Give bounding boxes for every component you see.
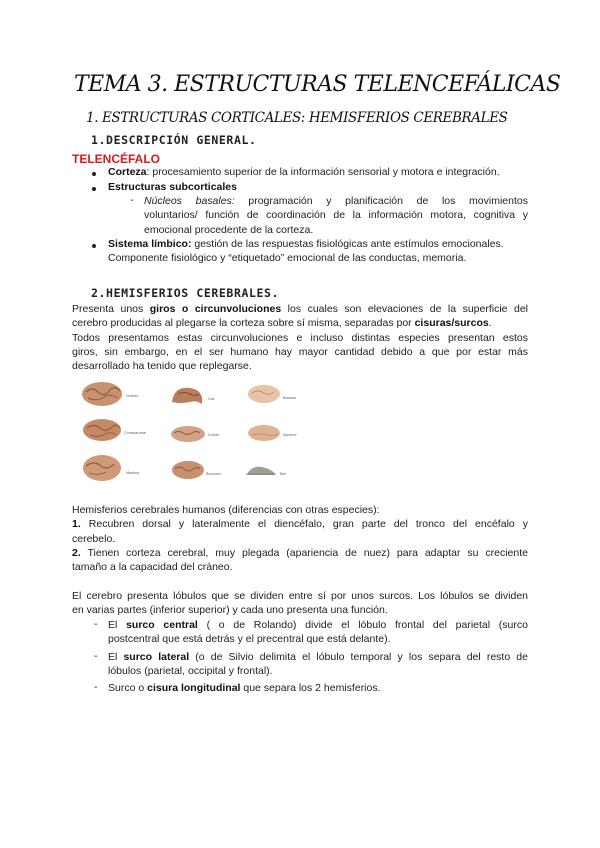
telencefalo-heading: TELENCÉFALO bbox=[72, 152, 161, 166]
brain-camel bbox=[171, 426, 205, 442]
limbico-label: Sistema límbico: bbox=[108, 238, 192, 250]
list-text: ( o de Rolando) divide el lóbulo frontal del parietal (surco bbox=[197, 619, 528, 631]
brain-chimpanzee bbox=[83, 419, 121, 441]
brain-squirrel bbox=[248, 425, 280, 441]
list-text: lóbulos (parietal, occipital y frontal). bbox=[108, 665, 273, 678]
para1-bold: giros o circunvoluciones bbox=[149, 303, 282, 315]
para2-line5: tamaño a la capacidad del cráneo. bbox=[72, 561, 233, 574]
label-human: Human bbox=[126, 394, 139, 398]
para1-text: los cuales son elevaciones de la superficie del bbox=[281, 303, 529, 315]
label-squirrel: Squirrel bbox=[283, 433, 297, 437]
brain-cat bbox=[172, 388, 202, 404]
label-chimpanzee: Chimpanzee bbox=[124, 431, 146, 435]
limbico-line2: Componente fisiológico y “etiquetado” emocional de las conductas, memoria. bbox=[108, 252, 467, 265]
label-cat: Cat bbox=[208, 397, 214, 401]
dash-marker: - bbox=[130, 194, 134, 206]
nucleos-line2: voluntarios/ función de coordinación de la información motora, cognitiva y bbox=[144, 209, 528, 222]
label-monkey: Monkey bbox=[126, 471, 140, 475]
brain-baboon bbox=[248, 385, 280, 403]
brain-rat bbox=[246, 467, 276, 475]
label-rat: Rat bbox=[280, 472, 286, 476]
list-text: que separa los 2 hemisferios. bbox=[240, 682, 381, 694]
para1-text: cerebro producidas al plegarse la corteza sobre sí misma, separadas por bbox=[72, 317, 415, 330]
brain-comparison-figure bbox=[80, 378, 312, 488]
list-item-surco-central bbox=[108, 618, 528, 647]
list-text: El bbox=[108, 619, 127, 631]
bullet-corteza bbox=[108, 165, 528, 179]
dash-marker: - bbox=[94, 618, 98, 630]
nucleos-line1: programación y planificación de los movimientos bbox=[234, 195, 528, 207]
list-item-surco-lateral bbox=[108, 650, 528, 679]
para1-line5: desarrollado ha tenido que replegarse. bbox=[72, 360, 252, 373]
paragraph-diferencias bbox=[72, 503, 528, 574]
paragraph-giros bbox=[72, 302, 528, 373]
subheading-descripcion: 1.DESCRIPCIÓN GENERAL. bbox=[91, 133, 257, 147]
dash-marker: - bbox=[94, 681, 98, 693]
dash-marker: - bbox=[94, 650, 98, 662]
list-text: Surco o bbox=[108, 682, 148, 694]
corteza-text: : procesamiento superior de la información sensorial y motora e integración. bbox=[146, 166, 500, 178]
para3-line1: El cerebro presenta lóbulos que se dividen entre sí por unos surcos. Los lóbulos se dividen bbox=[72, 590, 528, 602]
bullet-dot bbox=[92, 187, 96, 191]
subcorticales-label: Estructuras subcorticales bbox=[108, 181, 237, 193]
number-1: 1. bbox=[72, 518, 81, 531]
para2-line1: Hemisferios cerebrales humanos (diferencias con otras especies): bbox=[72, 504, 380, 516]
label-baboon: Baboon bbox=[283, 396, 297, 400]
list-item-cisura bbox=[108, 681, 528, 695]
brain-human bbox=[82, 382, 122, 406]
brain-monkey bbox=[83, 455, 121, 481]
list-bold: surco lateral bbox=[123, 651, 190, 663]
corteza-label: Corteza bbox=[108, 166, 147, 178]
para2-line3: cerebelo. bbox=[72, 532, 116, 545]
number-2: 2. bbox=[72, 546, 81, 559]
list-text: postcentral que está detrás y el precentral que está delante). bbox=[108, 633, 391, 646]
section-heading: 1. ESTRUCTURAS CORTICALES: HEMISFERIOS CEREBRALES bbox=[86, 110, 508, 126]
brain-raccoon bbox=[172, 461, 204, 479]
page-title: TEMA 3. ESTRUCTURAS TELENCEFÁLICAS bbox=[74, 72, 561, 97]
para1-bold: cisuras/surcos bbox=[414, 317, 489, 330]
bullet-dot bbox=[92, 244, 96, 248]
para1-line3: Todos presentamos estas circunvoluciones e incluso distintas especies presentan estos bbox=[72, 331, 528, 344]
bullet-subcorticales bbox=[108, 180, 237, 194]
limbico-line1: gestión de las respuestas fisiológicas ante estímulos emocionales. bbox=[191, 238, 504, 250]
subheading-hemisferios: 2.HEMISFERIOS CEREBRALES. bbox=[91, 286, 280, 300]
para1-text: . bbox=[488, 317, 492, 330]
para1-line4: giros, sin embargo, en el ser humano hay mayor cantidad debido a que por estar más bbox=[72, 345, 528, 358]
list-bold: surco central bbox=[126, 619, 198, 631]
nucleos-label: Núcleos basales: bbox=[144, 195, 235, 207]
item-nucleos-basales bbox=[144, 194, 528, 237]
nucleos-line3: emocional procedente de la corteza. bbox=[144, 223, 314, 236]
list-bold: cisura longitudinal bbox=[147, 682, 241, 694]
paragraph-lobulos bbox=[72, 589, 528, 618]
para2-line2: Recubren dorsal y lateralmente el diencéfalo, gran parte del tronco del encéfalo y bbox=[80, 518, 528, 531]
label-camel: Camel bbox=[208, 433, 220, 437]
para2-line4: Tienen corteza cerebral, muy plegada (apariencia de nuez) para adaptar su creciente bbox=[80, 546, 528, 559]
para1-text: Presenta unos bbox=[72, 303, 150, 315]
bullet-limbico bbox=[108, 237, 528, 266]
bullet-dot bbox=[92, 172, 96, 176]
para3-line2: en varias partes (inferior superior) y cada uno presenta una función. bbox=[72, 604, 388, 617]
label-raccoon: Raccoon bbox=[206, 472, 221, 476]
list-text: (o de Silvio delimita el lóbulo temporal y los separa del resto de bbox=[189, 651, 528, 663]
list-text: El bbox=[108, 651, 124, 663]
